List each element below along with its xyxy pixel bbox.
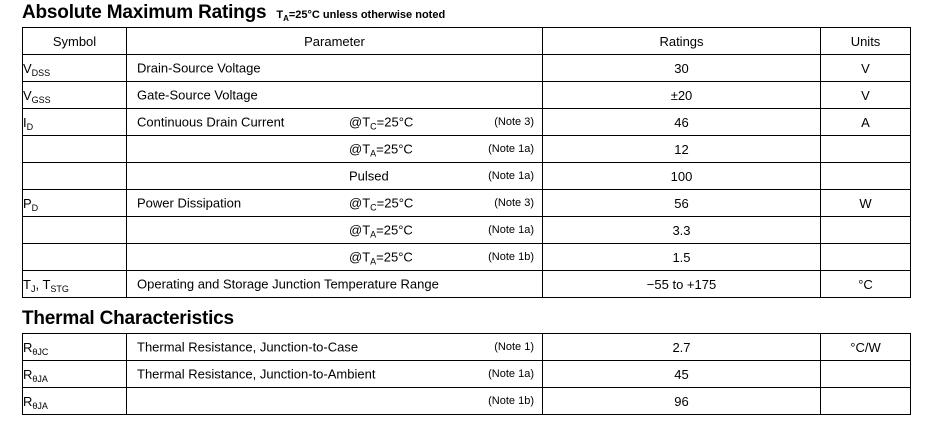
cell-condition: $@T_A=25^\circ C$ [349,141,413,159]
cell-units [821,361,911,388]
cell-rating: 3.3 [543,217,821,244]
table-row [23,244,911,271]
cell-rating: 45 [543,361,821,388]
cell-units [821,136,911,163]
cell-condition: $@T_A=25^\circ C$ [349,249,413,267]
cell-condition: Pulsed [349,168,389,184]
cell-condition: $@T_C=25^\circ C$ [349,114,414,132]
cell-symbol: $V_{GSS}$ [23,82,127,109]
cell-symbol: $R_{\theta JA}$ [23,388,127,415]
cell-rating: 46 [543,109,821,136]
cell-rating: 56 [543,190,821,217]
cell-rating: 2.7 [543,334,821,361]
cell-note: (Note 1a) [488,224,534,236]
table-row [23,82,911,109]
cell-symbol [23,136,127,163]
cell-note: (Note 1) [494,341,534,353]
table-row [23,109,911,136]
cell-symbol: $R_{\theta JA}$ [23,361,127,388]
absolute-maximum-ratings-table [22,27,911,298]
cell-note: (Note 1b) [488,251,534,263]
cell-units [821,217,911,244]
cell-condition: $@T_C=25^\circ C$ [349,195,414,213]
cell-rating: 30 [543,55,821,82]
cell-parameter [127,388,543,415]
cell-condition: $@T_A=25^\circ C$ [349,222,413,240]
table-row [23,190,911,217]
table-row [23,361,911,388]
cell-parameter: Thermal Resistance, Junction-to-Ambient (Note 1a) [127,361,543,388]
cell-rating: 100 [543,163,821,190]
cell-parameter: Continuous Drain Current $@T_C=25^\circ C$ (Note 3) [127,109,543,136]
cell-units [821,388,911,415]
cell-note: (Note 1a) [488,368,534,380]
cell-units: °C [821,271,911,298]
thermal-characteristics-heading [0,308,931,330]
cell-parameter [127,217,543,244]
header-symbol: Symbol [23,28,127,55]
cell-parameter [127,163,543,190]
table-row [23,217,911,244]
cell-note: (Note 1a) [488,170,534,182]
cell-units: W [821,190,911,217]
cell-parameter [127,136,543,163]
cell-units: V [821,55,911,82]
cell-note: (Note 1b) [488,395,534,407]
table-row [23,388,911,415]
header-units: Units [821,28,911,55]
cell-rating: 96 [543,388,821,415]
cell-units: °C/W [821,334,911,361]
cell-parameter: Gate-Source Voltage [127,82,543,109]
cell-note: (Note 3) [494,116,534,128]
section-title: Absolute Maximum Ratings [22,2,267,23]
datasheet-page [0,2,931,438]
cell-symbol [23,217,127,244]
absolute-maximum-ratings-heading [0,2,931,24]
cell-parameter [127,244,543,271]
table-row [23,136,911,163]
cell-symbol: $P_D$ [23,190,127,217]
cell-note: (Note 1a) [488,143,534,155]
cell-symbol: $R_{\theta JC}$ [23,334,127,361]
cell-parameter: Thermal Resistance, Junction-to-Case (Note 1) [127,334,543,361]
cell-parameter: Power Dissipation $@T_C=25^\circ C$ (Note 3) [127,190,543,217]
cell-rating: 1.5 [543,244,821,271]
cell-note: (Note 3) [494,197,534,209]
cell-parameter: Operating and Storage Junction Temperature Range [127,271,543,298]
header-ratings: Ratings [543,28,821,55]
cell-symbol: $I_D$ [23,109,127,136]
table-row [23,55,911,82]
cell-symbol [23,163,127,190]
cell-parameter: Drain-Source Voltage [127,55,543,82]
table-row [23,163,911,190]
cell-rating: −55 to +175 [543,271,821,298]
cell-symbol [23,244,127,271]
cell-symbol: $V_{DSS}$ [23,55,127,82]
cell-symbol: $T_J$, $T_{STG}$ [23,271,127,298]
table-row [23,334,911,361]
header-parameter: Parameter [127,28,543,55]
section-title: Thermal Characteristics [22,308,234,329]
cell-rating: 12 [543,136,821,163]
cell-units [821,163,911,190]
cell-units: A [821,109,911,136]
table-header-row [23,28,911,55]
cell-rating: ±20 [543,82,821,109]
cell-units [821,244,911,271]
table-row [23,271,911,298]
thermal-characteristics-table [22,333,911,415]
section-note: $T_A=25^\circ C$ unless otherwise noted [276,9,446,24]
cell-units: V [821,82,911,109]
